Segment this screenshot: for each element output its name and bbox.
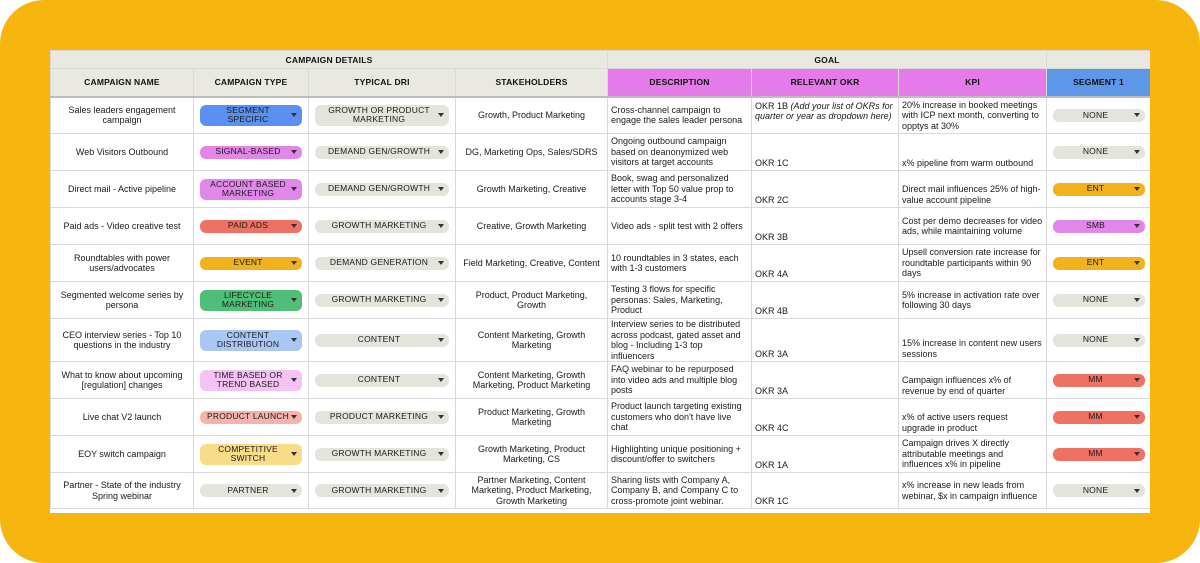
- segment-label: SMB: [1086, 220, 1106, 231]
- campaign-type-dropdown[interactable]: [200, 179, 302, 200]
- campaign-type-dropdown[interactable]: [200, 290, 302, 311]
- chevron-down-icon: [438, 298, 444, 302]
- campaign-type-label: EVENT: [233, 257, 263, 268]
- campaign-type-cell: [194, 319, 309, 362]
- chevron-down-icon: [1134, 378, 1140, 382]
- description-cell[interactable]: Product launch targeting existing customers who don't have live chat: [608, 399, 752, 436]
- typical-dri-label: CONTENT: [357, 374, 401, 385]
- typical-dri-dropdown[interactable]: [315, 105, 449, 126]
- chevron-down-icon: [438, 338, 444, 342]
- okr-value: OKR 4B: [755, 305, 789, 316]
- relevant-okr-cell[interactable]: [752, 399, 899, 436]
- description-cell[interactable]: Testing 3 flows for specific personas: Sales, Marketing, Product: [608, 282, 752, 319]
- table-row: [51, 436, 1151, 473]
- stakeholders-cell[interactable]: Creative, Growth Marketing: [456, 208, 608, 245]
- typical-dri-label: GROWTH MARKETING: [331, 448, 427, 459]
- campaign-type-label: PARTNER: [227, 484, 269, 495]
- column-header-description[interactable]: DESCRIPTION: [608, 69, 752, 97]
- chevron-down-icon: [1134, 415, 1140, 419]
- typical-dri-label: PRODUCT MARKETING: [329, 411, 429, 422]
- campaign-type-cell: [194, 473, 309, 509]
- segment-dropdown[interactable]: [1053, 484, 1145, 497]
- campaign-type-dropdown[interactable]: [200, 370, 302, 391]
- campaign-type-dropdown[interactable]: [200, 146, 302, 159]
- typical-dri-dropdown[interactable]: [315, 220, 449, 233]
- kpi-cell[interactable]: Direct mail influences 25% of high-value account pipeline: [899, 171, 1047, 208]
- chevron-down-icon: [291, 187, 297, 191]
- chevron-down-icon: [291, 452, 297, 456]
- group-header-empty: [1047, 51, 1150, 69]
- campaign-type-cell: [194, 282, 309, 319]
- segment-label: NONE: [1082, 484, 1109, 495]
- campaign-name-cell[interactable]: Partner - State of the industry Spring webinar: [51, 473, 194, 509]
- relevant-okr-cell[interactable]: [752, 97, 899, 134]
- table-row: [51, 473, 1151, 509]
- relevant-okr-cell[interactable]: [752, 171, 899, 208]
- chevron-down-icon: [291, 338, 297, 342]
- relevant-okr-cell[interactable]: [752, 282, 899, 319]
- column-header-campaign-type[interactable]: CAMPAIGN TYPE: [194, 69, 309, 97]
- typical-dri-cell: [309, 245, 456, 282]
- kpi-cell[interactable]: Campaign drives X directly attributable meetings and influences x% in pipeline: [899, 436, 1047, 473]
- description-cell[interactable]: 10 roundtables in 3 states, each with 1-3 customers: [608, 245, 752, 282]
- description-cell[interactable]: Cross-channel campaign to engage the sales leader persona: [608, 97, 752, 134]
- segment-dropdown[interactable]: [1053, 411, 1145, 424]
- table-row: [51, 399, 1151, 436]
- typical-dri-cell: [309, 134, 456, 171]
- campaign-type-label: PRODUCT LAUNCH: [207, 411, 289, 422]
- campaign-type-cell: [194, 399, 309, 436]
- segment-dropdown[interactable]: [1053, 448, 1145, 461]
- chevron-down-icon: [438, 224, 444, 228]
- okr-value: OKR 1C: [755, 157, 789, 168]
- column-header-row: [51, 69, 1151, 97]
- table-row: [51, 362, 1151, 399]
- chevron-down-icon: [438, 415, 444, 419]
- campaign-type-cell: [194, 208, 309, 245]
- campaign-name-cell[interactable]: Paid ads - Video creative test: [51, 208, 194, 245]
- chevron-down-icon: [291, 261, 297, 265]
- description-cell[interactable]: Book, swag and personalized letter with Top 50 value prop to accounts stage 3-4: [608, 171, 752, 208]
- typical-dri-dropdown[interactable]: [315, 374, 449, 387]
- stakeholders-cell[interactable]: Content Marketing, Growth Marketing: [456, 319, 608, 362]
- description-cell[interactable]: Sharing lists with Company A, Company B, and Company C to cross-promote joint webinar.: [608, 473, 752, 509]
- segment-label: NONE: [1082, 146, 1109, 157]
- okr-value: OKR 1A: [755, 459, 789, 470]
- column-header-typical-dri[interactable]: TYPICAL DRI: [309, 69, 456, 97]
- typical-dri-cell: [309, 362, 456, 399]
- kpi-cell[interactable]: 15% increase in content new users sessions: [899, 319, 1047, 362]
- segment-dropdown[interactable]: [1053, 183, 1145, 196]
- stakeholders-cell[interactable]: DG, Marketing Ops, Sales/SDRS: [456, 134, 608, 171]
- segment-cell: [1047, 245, 1150, 282]
- stakeholders-cell[interactable]: Partner Marketing, Content Marketing, Product Marketing, Growth Marketing: [456, 473, 608, 509]
- chevron-down-icon: [1134, 150, 1140, 154]
- campaign-type-dropdown[interactable]: [200, 220, 302, 233]
- typical-dri-dropdown[interactable]: [315, 257, 449, 270]
- campaign-type-dropdown[interactable]: [200, 105, 302, 126]
- campaign-name-cell[interactable]: Live chat V2 launch: [51, 399, 194, 436]
- campaign-name-cell[interactable]: Segmented welcome series by persona: [51, 282, 194, 319]
- chevron-down-icon: [1134, 489, 1140, 493]
- campaign-type-cell: [194, 245, 309, 282]
- description-cell[interactable]: FAQ webinar to be repurposed into video ads and multiple blog posts: [608, 362, 752, 399]
- segment-label: NONE: [1082, 294, 1109, 305]
- stakeholders-cell[interactable]: Field Marketing, Creative, Content: [456, 245, 608, 282]
- campaign-name-cell[interactable]: Direct mail - Active pipeline: [51, 171, 194, 208]
- typical-dri-label: GROWTH OR PRODUCT MARKETING: [328, 104, 430, 125]
- chevron-down-icon: [438, 378, 444, 382]
- segment-cell: [1047, 134, 1150, 171]
- chevron-down-icon: [438, 150, 444, 154]
- typical-dri-label: CONTENT: [357, 334, 401, 345]
- segment-cell: [1047, 362, 1150, 399]
- typical-dri-dropdown[interactable]: [315, 183, 449, 196]
- typical-dri-cell: [309, 399, 456, 436]
- campaign-type-cell: [194, 171, 309, 208]
- typical-dri-label: DEMAND GEN/GROWTH: [327, 146, 431, 157]
- stakeholders-cell[interactable]: Product, Product Marketing, Growth: [456, 282, 608, 319]
- campaign-type-label: ACCOUNT BASED MARKETING: [210, 178, 286, 198]
- table-row: [51, 208, 1151, 245]
- typical-dri-label: GROWTH MARKETING: [331, 220, 427, 231]
- segment-dropdown[interactable]: [1053, 109, 1145, 122]
- okr-value: OKR 1B: [755, 100, 789, 111]
- chevron-down-icon: [291, 489, 297, 493]
- typical-dri-cell: [309, 171, 456, 208]
- segment-dropdown[interactable]: [1053, 257, 1145, 270]
- segment-cell: [1047, 282, 1150, 319]
- chevron-down-icon: [1134, 452, 1140, 456]
- campaign-type-label: TIME BASED OR TREND BASED: [213, 369, 283, 389]
- chevron-down-icon: [1134, 113, 1140, 117]
- column-header-kpi[interactable]: KPI: [899, 69, 1047, 97]
- segment-dropdown[interactable]: [1053, 374, 1145, 387]
- campaign-type-cell: [194, 436, 309, 473]
- relevant-okr-cell[interactable]: [752, 473, 899, 509]
- table-row: [51, 134, 1151, 171]
- table-row: [51, 245, 1151, 282]
- typical-dri-dropdown[interactable]: [315, 448, 449, 461]
- column-header-stakeholders[interactable]: STAKEHOLDERS: [456, 69, 608, 97]
- okr-value: OKR 2C: [755, 194, 789, 205]
- kpi-cell[interactable]: 5% increase in activation rate over following 30 days: [899, 282, 1047, 319]
- campaign-name-cell[interactable]: Roundtables with power users/advocates: [51, 245, 194, 282]
- description-cell[interactable]: Video ads - split test with 2 offers: [608, 208, 752, 245]
- table-row: [51, 171, 1151, 208]
- campaign-type-dropdown[interactable]: [200, 330, 302, 351]
- chevron-down-icon: [1134, 224, 1140, 228]
- segment-label: NONE: [1082, 109, 1109, 120]
- typical-dri-label: DEMAND GEN/GROWTH: [327, 183, 431, 194]
- okr-value: OKR 4C: [755, 422, 789, 433]
- campaign-type-label: SEGMENT SPECIFIC: [226, 104, 270, 125]
- typical-dri-cell: [309, 282, 456, 319]
- group-header-campaign-details: CAMPAIGN DETAILS: [51, 51, 608, 69]
- segment-label: MM: [1088, 411, 1103, 422]
- segment-cell: [1047, 97, 1150, 134]
- typical-dri-label: GROWTH MARKETING: [331, 484, 427, 495]
- typical-dri-cell: [309, 97, 456, 134]
- campaign-name-cell[interactable]: What to know about upcoming [regulation] changes: [51, 362, 194, 399]
- okr-value: OKR 3A: [755, 385, 789, 396]
- typical-dri-dropdown[interactable]: [315, 294, 449, 307]
- campaign-name-cell[interactable]: Sales leaders engagement campaign: [51, 97, 194, 134]
- typical-dri-label: GROWTH MARKETING: [331, 294, 427, 305]
- typical-dri-dropdown[interactable]: [315, 334, 449, 347]
- chevron-down-icon: [1134, 261, 1140, 265]
- segment-label: MM: [1088, 448, 1103, 459]
- typical-dri-dropdown[interactable]: [315, 484, 449, 497]
- okr-value: OKR 3B: [755, 231, 789, 242]
- typical-dri-label: DEMAND GENERATION: [329, 257, 429, 268]
- chevron-down-icon: [1134, 338, 1140, 342]
- segment-cell: [1047, 399, 1150, 436]
- typical-dri-cell: [309, 473, 456, 509]
- column-header-campaign-name[interactable]: CAMPAIGN NAME: [51, 69, 194, 97]
- kpi-cell[interactable]: x% of active users request upgrade in product: [899, 399, 1047, 436]
- campaign-table: [50, 50, 1150, 509]
- table-row: [51, 319, 1151, 362]
- kpi-cell[interactable]: Cost per demo decreases for video ads, while maintaining volume: [899, 208, 1047, 245]
- relevant-okr-cell[interactable]: [752, 436, 899, 473]
- segment-label: ENT: [1086, 183, 1105, 194]
- group-header-row: [51, 51, 1151, 69]
- table-row: [51, 97, 1151, 134]
- segment-cell: [1047, 171, 1150, 208]
- campaign-name-cell[interactable]: CEO interview series - Top 10 questions in the industry: [51, 319, 194, 362]
- segment-label: ENT: [1086, 257, 1105, 268]
- relevant-okr-cell[interactable]: [752, 245, 899, 282]
- campaign-type-dropdown[interactable]: [200, 444, 302, 465]
- okr-value: OKR 1C: [755, 495, 789, 506]
- segment-dropdown[interactable]: [1053, 294, 1145, 307]
- chevron-down-icon: [291, 224, 297, 228]
- kpi-cell[interactable]: x% increase in new leads from webinar, $x in campaign influence: [899, 473, 1047, 509]
- relevant-okr-cell[interactable]: [752, 362, 899, 399]
- chevron-down-icon: [438, 452, 444, 456]
- campaign-type-dropdown[interactable]: [200, 257, 302, 270]
- kpi-cell[interactable]: Upsell conversion rate increase for roundtable participants within 90 days: [899, 245, 1047, 282]
- segment-cell: [1047, 473, 1150, 509]
- segment-dropdown[interactable]: [1053, 220, 1145, 233]
- campaign-type-label: LIFECYCLE MARKETING: [221, 289, 275, 309]
- relevant-okr-cell[interactable]: [752, 134, 899, 171]
- campaign-type-label: PAID ADS: [227, 220, 269, 231]
- okr-note: (Add your list of OKRs for quarter or year as dropdown here): [755, 100, 893, 121]
- kpi-cell[interactable]: x% pipeline from warm outbound: [899, 134, 1047, 171]
- campaign-type-dropdown[interactable]: [200, 411, 302, 424]
- relevant-okr-cell[interactable]: [752, 319, 899, 362]
- chevron-down-icon: [291, 378, 297, 382]
- description-cell[interactable]: Highlighting unique positioning + discount/offer to switchers: [608, 436, 752, 473]
- campaign-type-label: SIGNAL-BASED: [215, 146, 281, 157]
- segment-cell: [1047, 436, 1150, 473]
- typical-dri-dropdown[interactable]: [315, 146, 449, 159]
- chevron-down-icon: [291, 415, 297, 419]
- campaign-type-label: COMPETITIVE SWITCH: [218, 443, 278, 463]
- kpi-cell[interactable]: 20% increase in booked meetings with ICP next month, converting to opptys at 30%: [899, 97, 1047, 134]
- stakeholders-cell[interactable]: Growth Marketing, Creative: [456, 171, 608, 208]
- stakeholders-cell[interactable]: Growth, Product Marketing: [456, 97, 608, 134]
- campaign-type-cell: [194, 362, 309, 399]
- typical-dri-dropdown[interactable]: [315, 411, 449, 424]
- chevron-down-icon: [438, 187, 444, 191]
- segment-dropdown[interactable]: [1053, 146, 1145, 159]
- chevron-down-icon: [291, 150, 297, 154]
- typical-dri-cell: [309, 436, 456, 473]
- stakeholders-cell[interactable]: Product Marketing, Growth Marketing: [456, 399, 608, 436]
- chevron-down-icon: [291, 298, 297, 302]
- typical-dri-cell: [309, 319, 456, 362]
- campaign-type-cell: [194, 97, 309, 134]
- description-cell[interactable]: Interview series to be distributed across podcast, gated asset and blog - Including 1-3 top influencers: [608, 319, 752, 362]
- chevron-down-icon: [1134, 187, 1140, 191]
- chevron-down-icon: [438, 113, 444, 117]
- campaign-type-label: CONTENT DISTRIBUTION: [216, 329, 280, 349]
- campaign-type-dropdown[interactable]: [200, 484, 302, 497]
- chevron-down-icon: [291, 113, 297, 117]
- kpi-cell[interactable]: Campaign influences x% of revenue by end of quarter: [899, 362, 1047, 399]
- chevron-down-icon: [438, 261, 444, 265]
- segment-label: NONE: [1082, 334, 1109, 345]
- stakeholders-cell[interactable]: Growth Marketing, Product Marketing, CS: [456, 436, 608, 473]
- column-header-segment-1[interactable]: SEGMENT 1: [1047, 69, 1150, 97]
- okr-value: OKR 3A: [755, 348, 789, 359]
- chevron-down-icon: [1134, 298, 1140, 302]
- stakeholders-cell[interactable]: Content Marketing, Growth Marketing, Product Marketing: [456, 362, 608, 399]
- table-row: [51, 282, 1151, 319]
- campaign-name-cell[interactable]: EOY switch campaign: [51, 436, 194, 473]
- segment-label: MM: [1088, 374, 1103, 385]
- relevant-okr-cell[interactable]: [752, 208, 899, 245]
- segment-cell: [1047, 208, 1150, 245]
- group-header-goal: GOAL: [608, 51, 1047, 69]
- segment-dropdown[interactable]: [1053, 334, 1145, 347]
- chevron-down-icon: [438, 489, 444, 493]
- column-header-relevant-okr[interactable]: RELEVANT OKR: [752, 69, 899, 97]
- campaign-name-cell[interactable]: Web Visitors Outbound: [51, 134, 194, 171]
- campaign-spreadsheet: [50, 50, 1150, 513]
- typical-dri-cell: [309, 208, 456, 245]
- campaign-type-cell: [194, 134, 309, 171]
- okr-value: OKR 4A: [755, 268, 789, 279]
- description-cell[interactable]: Ongoing outbound campaign based on deanonymized web visitors at target accounts: [608, 134, 752, 171]
- segment-cell: [1047, 319, 1150, 362]
